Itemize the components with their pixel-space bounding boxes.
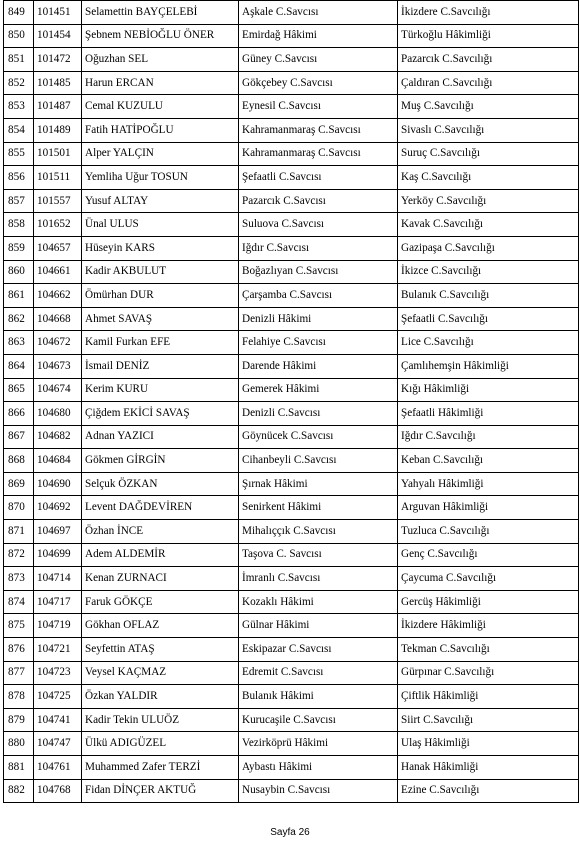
row-number: 869: [4, 472, 34, 496]
table-row: [4, 331, 579, 355]
table-row: [4, 71, 579, 95]
new-position: Siirt C.Savcılığı: [398, 708, 579, 732]
person-name: Şebnem NEBİOĞLU ÖNER: [82, 24, 239, 48]
person-name: Seyfettin ATAŞ: [82, 638, 239, 662]
row-number: 857: [4, 189, 34, 213]
row-number: 849: [4, 1, 34, 25]
table-row: [4, 95, 579, 119]
registry-number: 104741: [34, 708, 82, 732]
registry-number: 104761: [34, 756, 82, 780]
row-number: 875: [4, 614, 34, 638]
person-name: Veysel KAÇMAZ: [82, 661, 239, 685]
row-number: 863: [4, 331, 34, 355]
new-position: Tuzluca C.Savcılığı: [398, 520, 579, 544]
current-position: Cihanbeyli C.Savcısı: [239, 449, 398, 473]
table-row: [4, 260, 579, 284]
registry-number: 104768: [34, 779, 82, 803]
current-position: Boğazlıyan C.Savcısı: [239, 260, 398, 284]
table-row: [4, 1, 579, 25]
new-position: Ezine C.Savcılığı: [398, 779, 579, 803]
table-row: [4, 213, 579, 237]
new-position: Gazipaşa C.Savcılığı: [398, 236, 579, 260]
new-position: Lice C.Savcılığı: [398, 331, 579, 355]
row-number: 882: [4, 779, 34, 803]
row-number: 878: [4, 685, 34, 709]
row-number: 864: [4, 354, 34, 378]
registry-number: 104682: [34, 425, 82, 449]
table-row: [4, 142, 579, 166]
person-name: Harun ERCAN: [82, 71, 239, 95]
person-name: Levent DAĞDEVİREN: [82, 496, 239, 520]
registry-number: 104668: [34, 307, 82, 331]
registry-number: 101511: [34, 166, 82, 190]
new-position: Yahyalı Hâkimliği: [398, 472, 579, 496]
registry-number: 101501: [34, 142, 82, 166]
current-position: Şırnak Hâkimi: [239, 472, 398, 496]
row-number: 868: [4, 449, 34, 473]
registry-number: 104721: [34, 638, 82, 662]
current-position: Senirkent Hâkimi: [239, 496, 398, 520]
current-position: Gökçebey C.Savcısı: [239, 71, 398, 95]
row-number: 859: [4, 236, 34, 260]
row-number: 877: [4, 661, 34, 685]
person-name: Cemal KUZULU: [82, 95, 239, 119]
new-position: İkizdere Hâkimliği: [398, 614, 579, 638]
appointment-table: [3, 0, 579, 803]
table-row: [4, 732, 579, 756]
current-position: Kahramanmaraş C.Savcısı: [239, 118, 398, 142]
registry-number: 101489: [34, 118, 82, 142]
table-row: [4, 118, 579, 142]
registry-number: 101557: [34, 189, 82, 213]
row-number: 873: [4, 567, 34, 591]
person-name: Faruk GÖKÇE: [82, 590, 239, 614]
new-position: İkizce C.Savcılığı: [398, 260, 579, 284]
new-position: Yerköy C.Savcılığı: [398, 189, 579, 213]
row-number: 881: [4, 756, 34, 780]
table-row: [4, 307, 579, 331]
new-position: Türkoğlu Hâkimliği: [398, 24, 579, 48]
person-name: Ünal ULUS: [82, 213, 239, 237]
new-position: Sivaslı C.Savcılığı: [398, 118, 579, 142]
person-name: Kadir Tekin ULUÖZ: [82, 708, 239, 732]
new-position: Şefaatli Hâkimliği: [398, 402, 579, 426]
row-number: 855: [4, 142, 34, 166]
current-position: Aşkale C.Savcısı: [239, 1, 398, 25]
person-name: Kamil Furkan EFE: [82, 331, 239, 355]
row-number: 850: [4, 24, 34, 48]
row-number: 876: [4, 638, 34, 662]
row-number: 854: [4, 118, 34, 142]
new-position: Kavak C.Savcılığı: [398, 213, 579, 237]
appointment-table-body: [4, 1, 579, 803]
new-position: Keban C.Savcılığı: [398, 449, 579, 473]
current-position: Edremit C.Savcısı: [239, 661, 398, 685]
current-position: Darende Hâkimi: [239, 354, 398, 378]
new-position: Gürpınar C.Savcılığı: [398, 661, 579, 685]
current-position: Vezirköprü Hâkimi: [239, 732, 398, 756]
table-row: [4, 189, 579, 213]
new-position: Çiftlik Hâkimliği: [398, 685, 579, 709]
current-position: Eskipazar C.Savcısı: [239, 638, 398, 662]
registry-number: 104725: [34, 685, 82, 709]
person-name: Adem ALDEMİR: [82, 543, 239, 567]
table-row: [4, 472, 579, 496]
person-name: Selamettin BAYÇELEBİ: [82, 1, 239, 25]
page-number: Sayfa 26: [270, 827, 310, 838]
registry-number: 104723: [34, 661, 82, 685]
current-position: Emirdağ Hâkimi: [239, 24, 398, 48]
person-name: İsmail DENİZ: [82, 354, 239, 378]
new-position: Ulaş Hâkimliği: [398, 732, 579, 756]
person-name: Kenan ZURNACI: [82, 567, 239, 591]
registry-number: 104673: [34, 354, 82, 378]
row-number: 870: [4, 496, 34, 520]
current-position: Şefaatli C.Savcısı: [239, 166, 398, 190]
new-position: Muş C.Savcılığı: [398, 95, 579, 119]
new-position: Çaycuma C.Savcılığı: [398, 567, 579, 591]
registry-number: 101454: [34, 24, 82, 48]
person-name: Çiğdem EKİCİ SAVAŞ: [82, 402, 239, 426]
current-position: Kurucaşile C.Savcısı: [239, 708, 398, 732]
current-position: Bulanık Hâkimi: [239, 685, 398, 709]
new-position: Bulanık C.Savcılığı: [398, 284, 579, 308]
current-position: Göynücek C.Savcısı: [239, 425, 398, 449]
person-name: Selçuk ÖZKAN: [82, 472, 239, 496]
current-position: Çarşamba C.Savcısı: [239, 284, 398, 308]
registry-number: 104697: [34, 520, 82, 544]
current-position: Güney C.Savcısı: [239, 48, 398, 72]
row-number: 861: [4, 284, 34, 308]
table-row: [4, 543, 579, 567]
current-position: Denizli Hâkimi: [239, 307, 398, 331]
registry-number: 104714: [34, 567, 82, 591]
registry-number: 104661: [34, 260, 82, 284]
current-position: Iğdır C.Savcısı: [239, 236, 398, 260]
current-position: Gülnar Hâkimi: [239, 614, 398, 638]
registry-number: 101485: [34, 71, 82, 95]
table-row: [4, 708, 579, 732]
person-name: Ülkü ADIGÜZEL: [82, 732, 239, 756]
table-row: [4, 661, 579, 685]
table-row: [4, 685, 579, 709]
current-position: İmranlı C.Savcısı: [239, 567, 398, 591]
row-number: 880: [4, 732, 34, 756]
new-position: Çaldıran C.Savcılığı: [398, 71, 579, 95]
current-position: Kahramanmaraş C.Savcısı: [239, 142, 398, 166]
table-row: [4, 236, 579, 260]
table-row: [4, 378, 579, 402]
table-row: [4, 779, 579, 803]
row-number: 867: [4, 425, 34, 449]
current-position: Aybastı Hâkimi: [239, 756, 398, 780]
person-name: Ömürhan DUR: [82, 284, 239, 308]
person-name: Hüseyin KARS: [82, 236, 239, 260]
table-row: [4, 496, 579, 520]
registry-number: 104690: [34, 472, 82, 496]
current-position: Pazarcık C.Savcısı: [239, 189, 398, 213]
table-row: [4, 166, 579, 190]
person-name: Fidan DİNÇER AKTUĞ: [82, 779, 239, 803]
new-position: Arguvan Hâkimliği: [398, 496, 579, 520]
table-row: [4, 425, 579, 449]
row-number: 856: [4, 166, 34, 190]
table-row: [4, 402, 579, 426]
row-number: 858: [4, 213, 34, 237]
person-name: Muhammed Zafer TERZİ: [82, 756, 239, 780]
new-position: Pazarcık C.Savcılığı: [398, 48, 579, 72]
row-number: 871: [4, 520, 34, 544]
new-position: Tekman C.Savcılığı: [398, 638, 579, 662]
current-position: Mihalıççık C.Savcısı: [239, 520, 398, 544]
registry-number: 104672: [34, 331, 82, 355]
new-position: Çamlıhemşin Hâkimliği: [398, 354, 579, 378]
new-position: Genç C.Savcılığı: [398, 543, 579, 567]
table-row: [4, 24, 579, 48]
current-position: Kozaklı Hâkimi: [239, 590, 398, 614]
current-position: Taşova C. Savcısı: [239, 543, 398, 567]
new-position: Hanak Hâkimliği: [398, 756, 579, 780]
table-row: [4, 614, 579, 638]
person-name: Ahmet SAVAŞ: [82, 307, 239, 331]
row-number: 852: [4, 71, 34, 95]
current-position: Gemerek Hâkimi: [239, 378, 398, 402]
registry-number: 101451: [34, 1, 82, 25]
registry-number: 104747: [34, 732, 82, 756]
person-name: Fatih HATİPOĞLU: [82, 118, 239, 142]
registry-number: 104719: [34, 614, 82, 638]
new-position: Kığı Hâkimliği: [398, 378, 579, 402]
person-name: Yusuf ALTAY: [82, 189, 239, 213]
table-row: [4, 520, 579, 544]
current-position: Eynesil C.Savcısı: [239, 95, 398, 119]
person-name: Gökmen GİRGİN: [82, 449, 239, 473]
current-position: Nusaybin C.Savcısı: [239, 779, 398, 803]
registry-number: 104717: [34, 590, 82, 614]
registry-number: 104662: [34, 284, 82, 308]
person-name: Adnan YAZICI: [82, 425, 239, 449]
current-position: Suluova C.Savcısı: [239, 213, 398, 237]
registry-number: 104657: [34, 236, 82, 260]
person-name: Özhan İNCE: [82, 520, 239, 544]
table-row: [4, 756, 579, 780]
person-name: Kadir AKBULUT: [82, 260, 239, 284]
row-number: 851: [4, 48, 34, 72]
table-row: [4, 590, 579, 614]
table-row: [4, 48, 579, 72]
row-number: 874: [4, 590, 34, 614]
row-number: 853: [4, 95, 34, 119]
table-row: [4, 567, 579, 591]
registry-number: 101652: [34, 213, 82, 237]
registry-number: 104699: [34, 543, 82, 567]
person-name: Gökhan OFLAZ: [82, 614, 239, 638]
registry-number: 104692: [34, 496, 82, 520]
registry-number: 101472: [34, 48, 82, 72]
registry-number: 101487: [34, 95, 82, 119]
row-number: 866: [4, 402, 34, 426]
row-number: 862: [4, 307, 34, 331]
table-row: [4, 284, 579, 308]
person-name: Oğuzhan SEL: [82, 48, 239, 72]
row-number: 872: [4, 543, 34, 567]
table-row: [4, 354, 579, 378]
person-name: Özkan YALDIR: [82, 685, 239, 709]
current-position: Denizli C.Savcısı: [239, 402, 398, 426]
table-row: [4, 449, 579, 473]
new-position: İkizdere C.Savcılığı: [398, 1, 579, 25]
row-number: 879: [4, 708, 34, 732]
person-name: Alper YALÇIN: [82, 142, 239, 166]
row-number: 865: [4, 378, 34, 402]
registry-number: 104684: [34, 449, 82, 473]
person-name: Yemliha Uğur TOSUN: [82, 166, 239, 190]
person-name: Kerim KURU: [82, 378, 239, 402]
new-position: Şefaatli C.Savcılığı: [398, 307, 579, 331]
table-row: [4, 638, 579, 662]
new-position: Kaş C.Savcılığı: [398, 166, 579, 190]
new-position: Gercüş Hâkimliği: [398, 590, 579, 614]
registry-number: 104680: [34, 402, 82, 426]
registry-number: 104674: [34, 378, 82, 402]
row-number: 860: [4, 260, 34, 284]
new-position: Suruç C.Savcılığı: [398, 142, 579, 166]
current-position: Felahiye C.Savcısı: [239, 331, 398, 355]
new-position: Iğdır C.Savcılığı: [398, 425, 579, 449]
